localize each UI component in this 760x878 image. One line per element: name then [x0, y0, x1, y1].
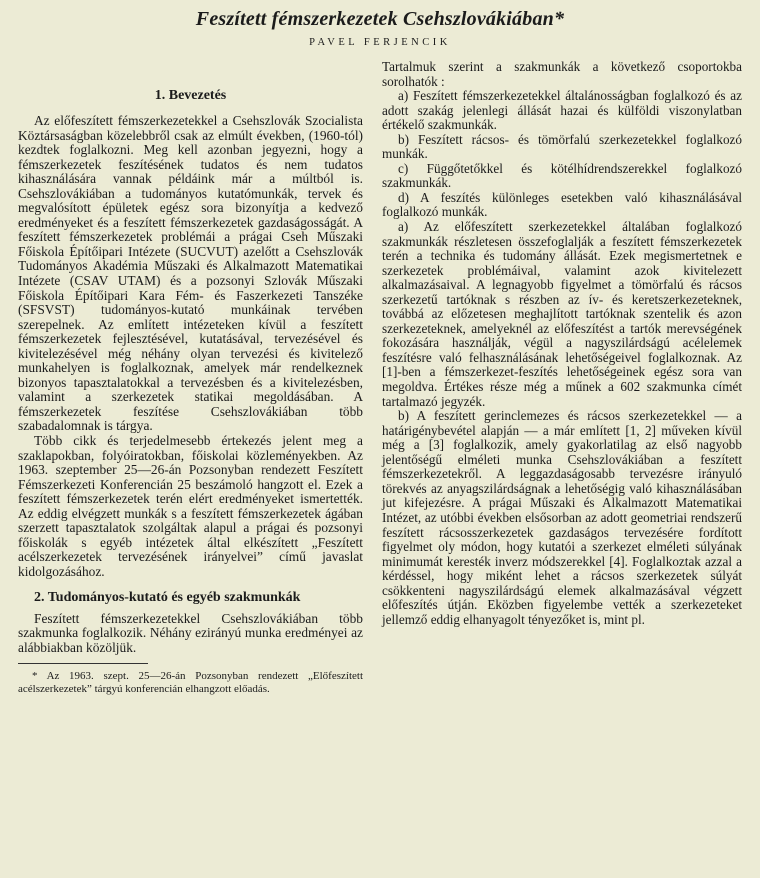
- list-item-b: b) Feszített rácsos- és tömörfalú szerkezetekkel foglalkozó munkák.: [382, 131, 742, 162]
- list-item-d: d) A feszítés különleges esetekben való kihasználásával foglalkozó munkák.: [382, 189, 742, 220]
- article-title: Feszített fémszerkezetek Csehszlovákiában*: [195, 8, 565, 30]
- list-item-a: a) Feszített fémszerkezetekkel általánosságban foglalkozó és az adott szakág jelenlegi állását hazai és külföldi viszonylatban értékelő szakmunkák.: [382, 88, 742, 133]
- paragraph: Az előfeszített fémszerkezetekkel a Csehszlovák Szocialista Köztársaságban közelebbről csak az elmúlt években, (1960-tól) kezdtek foglalkozni. Meg kell azonban jegyezni, hogy a fémszerkezetek feszítésének tudatos és nem tudatos kihasználására vannak példáink már a múltból is. Csehszlovákiában a tudományos kutatómunkák, tervek és megvalósított épületek egész sora bizonyítja a kedvező eredményeket és a feszített fémszerkezetek gazdaságosságát. A feszített fémszerkezetek problémái a prágai Cseh Műszaki Főiskola Építőipari Intézete (SUCVUT) azelőtt a Csehszlovák Tudományos Akadémia Műszaki és Alkalmazott Matematikai Intézete (CSAV UTAM) és a pozsonyi Szlovák Műszaki Főiskola Építőipari Kara Fém- és Faszerkezeti Tanszéke (SFSVST) tudományos-kutató munkáinak tervében szerepelnek. Az említett intézeteken kívül a feszített fémszerkezetek fejlesztésével, kutatásával, tervezésével és kivitelezésével még néhány olyan tervezési és kivitelező munkahelyen is foglalkoznak, amelyek már rendelkeznek bizonyos tapasztalatokkal a tervezésben és a kivitelezésben, valamint a szerkezetek statikai megoldásában. A fémszerkezetek feszítése Csehszlovákiában több szabadalomnak is tárgya.: [18, 113, 363, 434]
- paragraph: Feszített fémszerkezetekkel Csehszlovákiában több szakmunka foglalkozik. Néhány ezirányú munka eredményei az alábbiakban közöljük.: [18, 610, 363, 655]
- body-columns: [18, 60, 742, 696]
- footnote-text: * Az 1963. szept. 25—26-án Pozsonyban rendezett „Előfeszített acélszerkezetek” tárgyú konferencián elhangzott előadás.: [18, 670, 363, 695]
- paragraph: a) Az előfeszített szerkezetekkel általában foglalkozó szakmunkák részletesen összefoglalják a feszített fémszerkezetek terén a technika és tudomány állását. Ezek megismertetnek e szerkezetek problémáival, valamint azok kivitelezett alkalmazásaival. A legnagyobb figyelmet a tömörfalú és rácsos szerkezetű tartóknak s részben az ív- és keretszerkezeteknek, továbbá az előzetesen meghajlított tartóknak szentelik és azon szerkezeteknek, amelyeknél az előfeszítést a tartók merevségének fokozására használják, végül a nagyszilárdságú acélelemek feszítésre való felhasználásának lehetőségeivel foglalkoznak. Az [1]-ben a fémszerkezet-feszítés lehetőségeinek egész sora van megoldva. Értékes része még a műnek a 602 szakmunka címét tartalmazó jegyzék.: [382, 219, 742, 409]
- section-heading-introduction: 1. Bevezetés: [154, 88, 227, 103]
- list-item-c: c) Függőtetőkkel és kötélhídrendszerekkel foglalkozó szakmunkák.: [382, 160, 742, 191]
- left-column: [18, 60, 363, 696]
- paragraph: Több cikk és terjedelmesebb értekezés jelent meg a szaklapokban, folyóiratokban, főiskolai közleményekben. Az 1963. szeptember 25—26-án Pozsonyban rendezett Feszített Fémszerkezeti Konferencián 25 beszámoló hangzott el. Ezek a feszített fémszerkezetek terén elért eredményeket ismertették. Az eddig elvégzett munkák s a feszített fémszerkezetek ágában szerzett tapasztalatok szolgáltak alapul a prágai és pozsonyi főiskolák s egyéb intézetek által elkészített „Feszített acélszerkezetek tervezésének irányelvei” című javaslat kidolgozásához.: [18, 433, 363, 579]
- paragraph: b) A feszített gerinclemezes és rácsos szerkezetekkel — a határigénybevétel alapján — a már említett [1, 2] műveken kívül még a [3] foglalkozik, amely gyakorlatilag az első nagyobb jelentőségű elméleti munka Csehszlovákiában a feszített fémszerkezetekről. A leggazdaságosabb tervezésre irányuló törekvés az anyagszilárdságnak a lehetőségig való kihasználásában jut kifejezésre. A prágai Műszaki és Alkalmazott Matematikai Intézet, az utóbbi években elsősorban az adott geometriai rendszerű feszített rácsosszerkezetek gazdaságos tervezésére fordított figyelmet oly módon, hogy kutatói a szerkezet elméleti súlyának minimumát keresték inverz módszerekkel [4]. Foglalkoztak azzal a kérdéssel, hogy miként lehet a rácsos szerkezetek súlyát csökkenteni nagyszilárdságú elemek alkalmazásával végzett előfeszítés útján. Eközben figyelembe vették a szerkezeteket jellemző eddig elhanyagolt tényezőket is, mint pl.: [382, 408, 742, 627]
- right-column: [382, 60, 742, 696]
- paragraph: Tartalmuk szerint a szakmunkák a következő csoportokba sorolhatók :: [382, 59, 742, 89]
- footnote: [18, 670, 363, 696]
- section-heading-research: 2. Tudományos-kutató és egyéb szakmunkák: [34, 589, 301, 605]
- article-author: PAVEL FERJENCIK: [309, 37, 451, 48]
- footnote-divider: [18, 663, 148, 664]
